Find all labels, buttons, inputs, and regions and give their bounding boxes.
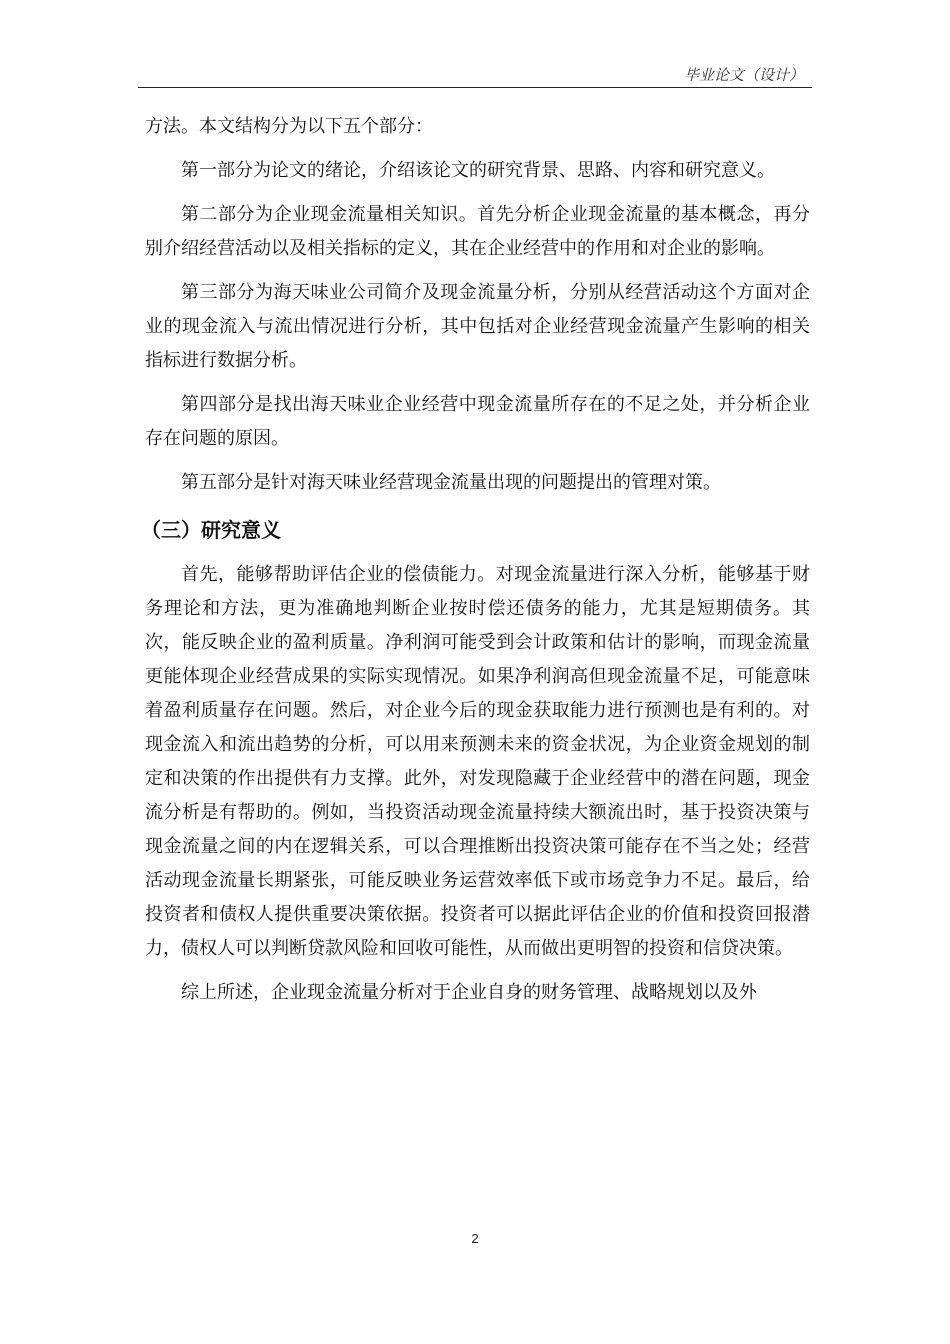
page-number: 2 bbox=[471, 1231, 479, 1246]
page-body bbox=[141, 110, 810, 1020]
paragraph-part-four: 第四部分是找出海天味业企业经营中现金流量所存在的不足之处，并分析企业存在问题的原因。 bbox=[145, 394, 810, 449]
paragraph-part-five: 第五部分是针对海天味业经营现金流量出现的问题提出的管理对策。 bbox=[181, 472, 721, 493]
paragraph-part-one: 第一部分为论文的绪论，介绍该论文的研究背景、思路、内容和研究意义。 bbox=[181, 160, 775, 181]
page-header bbox=[138, 64, 812, 86]
header-title: 毕业论文（设计） bbox=[683, 66, 804, 84]
paragraph-summary: 综上所述，企业现金流量分析对于企业自身的财务管理、战略规划以及外 bbox=[181, 982, 757, 1003]
paragraph-part-two: 第二部分为企业现金流量相关知识。首先分析企业现金流量的基本概念，再分别介绍经营活动以及相关指标的定义，其在企业经营中的作用和对企业的影响。 bbox=[145, 204, 810, 259]
paragraph-part-three: 第三部分为海天味业公司简介及现金流量分析，分别从经营活动这个方面对企业的现金流入与流出情况进行分析，其中包括对企业经营现金流量产生影响的相关指标进行数据分析。 bbox=[145, 282, 810, 371]
paragraph-continuation: 方法。本文结构分为以下五个部分： bbox=[145, 116, 433, 137]
section-heading: （三）研究意义 bbox=[141, 518, 281, 542]
header-rule bbox=[138, 87, 812, 88]
paragraph-significance: 首先，能够帮助评估企业的偿债能力。对现金流量进行深入分析，能够基于财务理论和方法，更为准确地判断企业按时偿还债务的能力，尤其是短期债务。其次，能反映企业的盈利质量。净利润可能受到会计政策和估计的影响，而现金流量更能体现企业经营成果的实际实现情况。如果净利润高但现金流量不足，可能意味着盈利质量存在问题。然后，对企业今后的现金获取能力进行预测也是有利的。对现金流入和流出趋势的分析，可以用来预测未来的资金状况，为企业资金规划的制定和决策的作出提供有力支撑。此外，对发现隐藏于企业经营中的潜在问题，现金流分析是有帮助的。例如，当投资活动现金流量持续大额流出时，基于投资决策与现金流量之间的内在逻辑关系，可以合理推断出投资决策可能存在不当之处；经营活动现金流量长期紧张，可能反映业务运营效率低下或市场竞争力不足。最后，给投资者和债权人提供重要决策依据。投资者可以据此评估企业的价值和投资回报潜力，债权人可以判断贷款风险和回收可能性，从而做出更明智的投资和信贷决策。 bbox=[145, 564, 810, 959]
